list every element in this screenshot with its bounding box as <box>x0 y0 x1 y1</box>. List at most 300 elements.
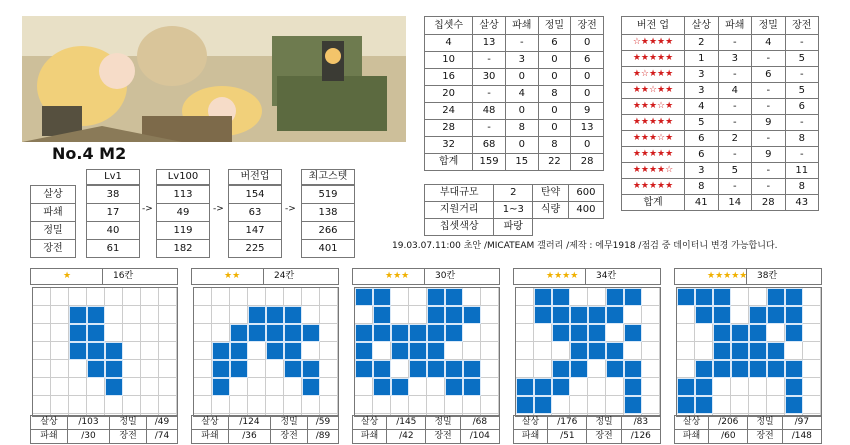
foot-value: /103 <box>67 416 109 430</box>
foot-value: /59 <box>308 416 339 430</box>
chip-cell <box>749 360 767 378</box>
chip-cell <box>105 360 123 378</box>
cell: 2 <box>718 131 752 147</box>
stat-header-max: 최고스텟 <box>301 169 355 185</box>
stat-label: 파쇄 <box>31 204 76 222</box>
info-value: 2 <box>494 185 533 202</box>
chip-cell <box>624 324 642 342</box>
chip-cell <box>355 288 373 306</box>
chip-cell <box>624 378 642 396</box>
star-rating: ★★★☆★ <box>622 99 685 115</box>
chip-cell <box>552 324 570 342</box>
chip-cell <box>427 306 445 324</box>
chip-cell <box>445 288 463 306</box>
chip-cell <box>212 378 230 396</box>
cell: 6 <box>685 131 719 147</box>
cell: 0 <box>571 69 604 86</box>
chip-cell <box>695 396 713 414</box>
chip-cell <box>427 342 445 360</box>
chip-cell <box>785 360 803 378</box>
chip-cell <box>445 324 463 342</box>
chip-cell <box>695 288 713 306</box>
total-cell: 43 <box>785 195 819 211</box>
chip-cell <box>445 360 463 378</box>
stat-label: 정밀 <box>31 222 76 240</box>
total-cell: 41 <box>685 195 719 211</box>
chip-cell <box>266 306 284 324</box>
cell: 9 <box>752 147 786 163</box>
header-cell: 장전 <box>571 17 604 35</box>
chip-cell <box>552 360 570 378</box>
header-cell: 정밀 <box>752 17 786 35</box>
total-cell: 28 <box>571 154 604 171</box>
panel-footer-4 <box>513 415 661 444</box>
foot-value: /145 <box>387 416 426 430</box>
cell: 0 <box>571 35 604 52</box>
foot-value: /126 <box>621 430 660 444</box>
chip-cell <box>409 324 427 342</box>
info-value: 1~3 <box>494 202 533 219</box>
panel-footer-5 <box>674 415 822 444</box>
chip-cell <box>284 324 302 342</box>
chip-cell <box>516 378 534 396</box>
chip-cell <box>516 396 534 414</box>
stat-value: 38 <box>87 186 140 204</box>
chip-cell <box>212 342 230 360</box>
cell: 8 <box>785 179 819 195</box>
foot-value: /206 <box>709 416 748 430</box>
chip-cell <box>373 378 391 396</box>
foot-label: 파쇄 <box>353 430 387 444</box>
panel-header <box>513 268 661 285</box>
header-cell: 칩셋수 <box>425 17 473 35</box>
foot-value: /68 <box>460 416 499 430</box>
star-rating: ☆★★★★ <box>622 35 685 51</box>
cell: - <box>718 67 752 83</box>
chip-panel-4 <box>513 268 661 417</box>
cell: 0 <box>505 69 538 86</box>
cell: 5 <box>718 163 752 179</box>
star-icon: ★★★★★ <box>707 271 748 281</box>
header-cell: 파쇄 <box>718 17 752 35</box>
chip-cell <box>749 324 767 342</box>
chip-cell <box>588 324 606 342</box>
info-value: 600 <box>568 185 603 202</box>
chip-cell <box>767 342 785 360</box>
foot-value: /124 <box>228 416 270 430</box>
cell: 2 <box>685 35 719 51</box>
chip-cell <box>731 324 749 342</box>
arrow-2: -> <box>213 204 224 214</box>
chip-cell <box>570 306 588 324</box>
chip-cell <box>427 360 445 378</box>
stat-value: 40 <box>87 222 140 240</box>
chip-cell <box>785 378 803 396</box>
cell: 0 <box>538 103 571 120</box>
chip-cell <box>427 288 445 306</box>
cell: - <box>752 99 786 115</box>
foot-value: /74 <box>147 430 178 444</box>
chip-cell <box>373 324 391 342</box>
chip-cell <box>677 396 695 414</box>
chip-cell <box>248 306 266 324</box>
foot-label: 장전 <box>110 430 147 444</box>
stat-labels <box>30 185 76 258</box>
info-label: 부대규모 <box>425 185 494 202</box>
chip-panel-5 <box>674 268 822 417</box>
cell: 4 <box>718 83 752 99</box>
foot-value: /36 <box>228 430 270 444</box>
panel-header <box>674 268 822 285</box>
foot-value: /51 <box>548 430 587 444</box>
chip-cell <box>767 288 785 306</box>
stat-value: 182 <box>157 240 210 258</box>
info-label: 탄약 <box>533 185 569 202</box>
cell: - <box>785 147 819 163</box>
star-rating: ★★★★☆ <box>622 163 685 179</box>
cell: 0 <box>505 103 538 120</box>
chip-cell <box>248 324 266 342</box>
panel-header <box>30 268 178 285</box>
stat-value: 17 <box>87 204 140 222</box>
cell: - <box>718 115 752 131</box>
chip-cell <box>87 324 105 342</box>
arrow-1: -> <box>142 204 153 214</box>
chip-cell <box>534 378 552 396</box>
cell: 8 <box>785 131 819 147</box>
foot-value: /83 <box>621 416 660 430</box>
chip-cell <box>749 342 767 360</box>
cell: 8 <box>505 120 538 137</box>
stat-value: 401 <box>302 240 355 258</box>
star-rating: ★★★★★ <box>622 179 685 195</box>
chip-panel-1 <box>30 268 178 417</box>
stat-header-lv100: Lv100 <box>156 169 210 185</box>
star-rating: ★★★★★ <box>622 147 685 163</box>
cell: - <box>718 99 752 115</box>
foot-label: 정밀 <box>748 416 782 430</box>
info-label: 칩셋색상 <box>425 219 494 236</box>
foot-value: /104 <box>460 430 499 444</box>
chip-cell <box>570 324 588 342</box>
cell: - <box>785 67 819 83</box>
chip-panel-3 <box>352 268 500 417</box>
chip-cell <box>302 378 320 396</box>
cell: - <box>718 179 752 195</box>
foot-value: /30 <box>67 430 109 444</box>
cell: 13 <box>473 35 506 52</box>
chip-cell <box>463 378 481 396</box>
header-cell: 살상 <box>473 17 506 35</box>
chip-cell <box>373 360 391 378</box>
stat-upgrade-column <box>228 185 282 258</box>
total-cell: 159 <box>473 154 506 171</box>
total-cell: 28 <box>752 195 786 211</box>
cell: 0 <box>538 52 571 69</box>
info-value: 400 <box>568 202 603 219</box>
chip-cell <box>624 288 642 306</box>
chip-cell <box>785 396 803 414</box>
total-cell: 15 <box>505 154 538 171</box>
chip-cell <box>87 360 105 378</box>
cell: - <box>718 35 752 51</box>
chip-cell <box>534 306 552 324</box>
upgrade-table <box>621 16 819 211</box>
cell: 3 <box>685 83 719 99</box>
chip-cell <box>69 306 87 324</box>
cell: 3 <box>685 67 719 83</box>
cell: 16 <box>425 69 473 86</box>
stat-value: 225 <box>229 240 282 258</box>
cell-count: 16칸 <box>102 269 133 284</box>
chip-cell <box>284 306 302 324</box>
chip-count-table <box>424 16 604 171</box>
chip-cell <box>266 324 284 342</box>
cell: 9 <box>752 115 786 131</box>
foot-label: 살상 <box>31 416 68 430</box>
cell: 6 <box>538 35 571 52</box>
chip-cell <box>552 306 570 324</box>
foot-label: 장전 <box>587 430 621 444</box>
banner-illustration <box>22 16 406 142</box>
chip-cell <box>606 288 624 306</box>
stat-value: 113 <box>157 186 210 204</box>
cell-count: 34칸 <box>585 269 616 284</box>
chip-cell <box>105 378 123 396</box>
chip-cell <box>302 360 320 378</box>
foot-value: /97 <box>782 416 821 430</box>
chip-cell <box>749 306 767 324</box>
cell: - <box>752 51 786 67</box>
chip-cell <box>302 324 320 342</box>
chip-cell <box>427 324 445 342</box>
chip-cell <box>212 360 230 378</box>
info-value: 파랑 <box>494 219 533 236</box>
chip-cell <box>534 396 552 414</box>
cell: - <box>473 86 506 103</box>
chip-cell <box>391 378 409 396</box>
foot-value: /176 <box>548 416 587 430</box>
foot-value: /49 <box>147 416 178 430</box>
cell: 10 <box>425 52 473 69</box>
chip-cell <box>570 342 588 360</box>
cell: 48 <box>473 103 506 120</box>
chip-cell <box>588 342 606 360</box>
cell: - <box>785 35 819 51</box>
cell: 0 <box>505 137 538 154</box>
cell: - <box>785 115 819 131</box>
chip-cell <box>445 378 463 396</box>
cell: 8 <box>538 137 571 154</box>
cell: 24 <box>425 103 473 120</box>
chip-cell <box>785 288 803 306</box>
chip-cell <box>695 306 713 324</box>
cell: 9 <box>571 103 604 120</box>
stat-header-upgrade: 버전업 <box>228 169 282 185</box>
cell: 4 <box>505 86 538 103</box>
header-cell: 살상 <box>685 17 719 35</box>
stat-value: 63 <box>229 204 282 222</box>
cell: 8 <box>685 179 719 195</box>
chip-cell <box>463 360 481 378</box>
info-label: 지원거리 <box>425 202 494 219</box>
foot-value: /42 <box>387 430 426 444</box>
chip-cell <box>767 360 785 378</box>
chip-cell <box>69 324 87 342</box>
stat-label: 살상 <box>31 186 76 204</box>
chip-cell <box>606 306 624 324</box>
chip-cell <box>87 306 105 324</box>
cell: 20 <box>425 86 473 103</box>
chip-cell <box>570 360 588 378</box>
cell: 32 <box>425 137 473 154</box>
star-rating: ★★☆★★ <box>622 83 685 99</box>
chip-grid <box>676 287 822 417</box>
cell: 13 <box>571 120 604 137</box>
cell: 0 <box>571 137 604 154</box>
chip-cell <box>409 360 427 378</box>
cell: 1 <box>685 51 719 67</box>
cell: 4 <box>685 99 719 115</box>
chip-cell <box>105 342 123 360</box>
chip-cell <box>230 342 248 360</box>
chip-cell <box>87 342 105 360</box>
empty-cell <box>533 219 569 236</box>
cell: 0 <box>571 86 604 103</box>
foot-label: 파쇄 <box>31 430 68 444</box>
chip-cell <box>677 378 695 396</box>
star-icon: ★★★ <box>385 271 410 281</box>
foot-value: /148 <box>782 430 821 444</box>
stat-label: 장전 <box>31 240 76 258</box>
star-icon: ★ <box>63 271 72 281</box>
cell: 11 <box>785 163 819 179</box>
stat-value: 138 <box>302 204 355 222</box>
chip-cell <box>713 324 731 342</box>
header-cell: 정밀 <box>538 17 571 35</box>
chip-cell <box>785 306 803 324</box>
chip-cell <box>409 342 427 360</box>
cell: 0 <box>538 120 571 137</box>
cell: 5 <box>685 115 719 131</box>
cell: - <box>473 52 506 69</box>
cell: 3 <box>685 163 719 179</box>
foot-label: 장전 <box>748 430 782 444</box>
total-cell: 합계 <box>425 154 473 171</box>
foot-label: 정밀 <box>271 416 308 430</box>
cell: - <box>752 83 786 99</box>
stat-value: 61 <box>87 240 140 258</box>
cell: - <box>752 163 786 179</box>
chip-cell <box>355 324 373 342</box>
chip-cell <box>266 342 284 360</box>
stat-value: 154 <box>229 186 282 204</box>
stat-value: 119 <box>157 222 210 240</box>
cell: 68 <box>473 137 506 154</box>
chip-panel-2 <box>191 268 339 417</box>
cell: 6 <box>571 52 604 69</box>
foot-value: /89 <box>308 430 339 444</box>
chip-cell <box>373 288 391 306</box>
cell: 6 <box>785 99 819 115</box>
empty-cell <box>568 219 603 236</box>
cell: 5 <box>785 51 819 67</box>
stat-header-lv1: Lv1 <box>86 169 140 185</box>
stat-value: 49 <box>157 204 210 222</box>
foot-label: 장전 <box>271 430 308 444</box>
chip-grid <box>32 287 178 417</box>
header-cell: 버전 업 <box>622 17 685 35</box>
foot-label: 파쇄 <box>192 430 229 444</box>
cell: 6 <box>752 67 786 83</box>
chip-cell <box>391 342 409 360</box>
cell: 6 <box>685 147 719 163</box>
cell: 30 <box>473 69 506 86</box>
cell: - <box>718 147 752 163</box>
chip-grid <box>354 287 500 417</box>
cell: 8 <box>538 86 571 103</box>
chip-cell <box>552 288 570 306</box>
chip-cell <box>355 342 373 360</box>
panel-header <box>352 268 500 285</box>
foot-label: 살상 <box>192 416 229 430</box>
cell: - <box>505 35 538 52</box>
total-cell: 합계 <box>622 195 685 211</box>
chip-cell <box>606 360 624 378</box>
chip-cell <box>373 306 391 324</box>
chip-cell <box>534 288 552 306</box>
chip-cell <box>731 342 749 360</box>
chip-cell <box>588 306 606 324</box>
chip-cell <box>677 288 695 306</box>
credit-note: 19.03.07.11:00 초안 /MICATEAM 갤러리 /제작 : 에무1918 /점검 중 데이터니 변경 가능합니다. <box>392 241 778 251</box>
cell: 5 <box>785 83 819 99</box>
cell: 0 <box>538 69 571 86</box>
chip-cell <box>695 360 713 378</box>
stat-lv1-column <box>86 185 140 258</box>
foot-label: 살상 <box>353 416 387 430</box>
total-cell: 22 <box>538 154 571 171</box>
chip-cell <box>713 360 731 378</box>
cell: - <box>752 131 786 147</box>
chip-cell <box>445 306 463 324</box>
cell: 3 <box>718 51 752 67</box>
header-cell: 파쇄 <box>505 17 538 35</box>
cell-count: 24칸 <box>263 269 294 284</box>
chip-cell <box>624 360 642 378</box>
chip-cell <box>695 378 713 396</box>
chip-grid <box>515 287 661 417</box>
stat-value: 147 <box>229 222 282 240</box>
foot-label: 정밀 <box>587 416 621 430</box>
chip-cell <box>767 306 785 324</box>
panel-header <box>191 268 339 285</box>
foot-label: 정밀 <box>426 416 460 430</box>
cell: 4 <box>425 35 473 52</box>
star-rating: ★☆★★★ <box>622 67 685 83</box>
cell: 3 <box>505 52 538 69</box>
chip-cell <box>230 324 248 342</box>
foot-label: 장전 <box>426 430 460 444</box>
foot-label: 파쇄 <box>514 430 548 444</box>
info-label: 식량 <box>533 202 569 219</box>
star-rating: ★★★★★ <box>622 115 685 131</box>
chip-cell <box>785 324 803 342</box>
chip-cell <box>731 360 749 378</box>
foot-label: 살상 <box>514 416 548 430</box>
chip-cell <box>355 360 373 378</box>
foot-label: 정밀 <box>110 416 147 430</box>
